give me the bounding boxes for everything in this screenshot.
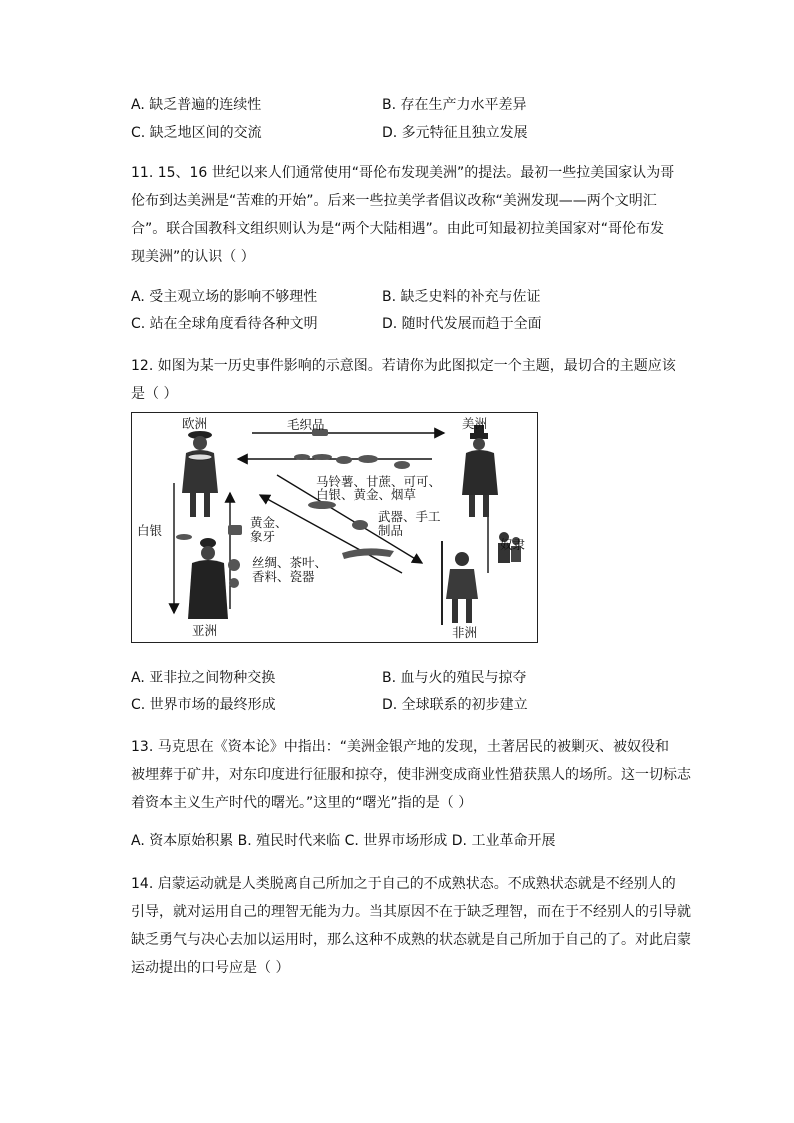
q13-stem-line-3: 着资本主义生产时代的曙光。”这里的“曙光”指的是（ ） <box>131 795 473 811</box>
q12-stem-line-1: 12. 如图为某一历史事件影响的示意图。若请你为此图拟定一个主题，最切合的主题应该 <box>131 358 676 374</box>
q12-option-a[interactable]: A. 亚非拉之间物种交换 <box>131 670 276 686</box>
asia-person-icon <box>188 538 228 619</box>
q10-option-d[interactable]: D. 多元特征且独立发展 <box>382 125 528 141</box>
label-gold-line-1: 黄金、 <box>250 515 288 530</box>
q11-option-c[interactable]: C. 站在全球角度看待各种文明 <box>131 316 318 332</box>
label-silver-left: 白银 <box>137 523 163 538</box>
africa-person-icon <box>442 541 478 625</box>
europe-person-icon <box>182 431 218 517</box>
label-potato-line-1: 马铃薯、甘蔗、可可、 <box>316 474 442 489</box>
q10-option-b[interactable]: B. 存在生产力水平差异 <box>382 97 527 113</box>
q14-stem-line-4: 运动提出的口号应是（ ） <box>131 960 290 976</box>
label-silk-line-1: 丝绸、茶叶、 <box>252 555 328 570</box>
label-silk-line-2: 香料、瓷器 <box>252 569 315 584</box>
q11-stem-line-1: 11. 15、16 世纪以来人们通常使用“哥伦布发现美洲”的提法。最初一些拉美国家认为哥 <box>131 165 675 181</box>
q13-options[interactable]: A. 资本原始积累 B. 殖民时代来临 C. 世界市场形成 D. 工业革命开展 <box>131 833 556 849</box>
q11-stem-line-3: 合”。联合国教科文组织则认为是“两个大陆相遇”。由此可知最初拉美国家对“哥伦布发 <box>131 221 665 237</box>
q11-option-d[interactable]: D. 随时代发展而趋于全面 <box>382 316 542 332</box>
q11-option-b[interactable]: B. 缺乏史料的补充与佐证 <box>382 289 541 305</box>
q11-stem-line-4: 现美洲”的认识（ ） <box>131 249 255 265</box>
label-potato-line-2: 白银、黄金、烟草 <box>316 487 417 502</box>
q12-stem-line-2: 是（ ） <box>131 386 178 402</box>
q14-stem-line-1: 14. 启蒙运动就是人类脱离自己所加之于自己的不成熟状态。不成熟状态就是不经别人的 <box>131 876 676 892</box>
label-africa: 非洲 <box>452 625 478 640</box>
label-weapons-line-2: 制品 <box>378 523 404 538</box>
q10-option-c[interactable]: C. 缺乏地区间的交流 <box>131 125 262 141</box>
label-wool: 毛织品 <box>287 417 325 432</box>
label-america: 美洲 <box>462 416 488 431</box>
label-weapons-line-1: 武器、手工 <box>378 509 441 524</box>
q13-stem-line-2: 被埋葬于矿井，对东印度进行征服和掠夺，使非洲变成商业性猎获黑人的场所。这一切标志 <box>131 767 691 783</box>
q14-stem-line-3: 缺乏勇气与决心去加以运用时，那么这种不成熟的状态就是自己所加于自己的了。对此启蒙 <box>131 932 691 948</box>
trade-flow-diagram <box>131 412 538 643</box>
q12-option-c[interactable]: C. 世界市场的最终形成 <box>131 697 276 713</box>
label-gold-line-2: 象牙 <box>250 529 276 544</box>
trade-flow-arrows <box>132 413 536 641</box>
label-slaves: 奴隶 <box>500 537 526 552</box>
label-asia: 亚洲 <box>192 623 218 638</box>
q10-option-a[interactable]: A. 缺乏普遍的连续性 <box>131 97 262 113</box>
q14-stem-line-2: 引导，就对运用自己的理智无能为力。当其原因不在于缺乏理智，而在于不经别人的引导就 <box>131 904 691 920</box>
america-person-icon <box>462 425 498 517</box>
label-europe: 欧洲 <box>182 416 208 431</box>
q11-stem-line-2: 伦布到达美洲是“苦难的开始”。后来一些拉美学者倡议改称“美洲发现——两个文明汇 <box>131 193 657 209</box>
q13-stem-line-1: 13. 马克思在《资本论》中指出：“美洲金银产地的发现，土著居民的被剿灭、被奴役和 <box>131 739 669 755</box>
q11-option-a[interactable]: A. 受主观立场的影响不够理性 <box>131 289 318 305</box>
q12-option-d[interactable]: D. 全球联系的初步建立 <box>382 697 528 713</box>
q12-option-b[interactable]: B. 血与火的殖民与掠夺 <box>382 670 527 686</box>
